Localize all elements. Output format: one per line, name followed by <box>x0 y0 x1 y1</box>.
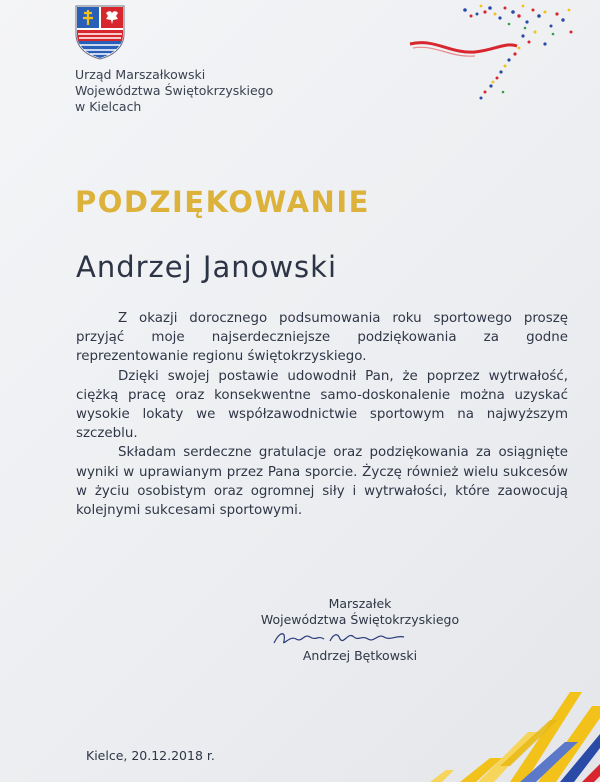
office-line-1: Urząd Marszałkowski <box>75 67 206 82</box>
office-line-3: w Kielcach <box>75 99 142 114</box>
body-paragraph-1: Z okazji dorocznego podsumowania roku sportowego proszę przyjąć moje najserdeczniejsze podziękowania za godne reprezentowanie regionu świętokrzyskiego. <box>76 311 568 365</box>
issuing-office <box>75 67 273 115</box>
body-paragraph-3: Składam serdeczne gratulacje oraz podziękowania za osiągnięte wyniki w uprawianym przez Pana sporcie. Życzę również wielu sukcesów w życiu osobistym oraz ogromnej siły i wytrwałości, które zaowocują kolejnymi sukcesami sportowymi. <box>76 445 568 519</box>
document-title: PODZIĘKOWANIE <box>75 185 370 219</box>
coat-of-arms-icon <box>72 4 128 60</box>
body-text <box>76 309 568 520</box>
recipient-name: Andrzej Janowski <box>76 250 338 284</box>
body-paragraph-2: Dzięki swojej postawie udowodnił Pan, że poprzez wytrwałość, ciężką pracę oraz konsekwentne samo-doskonalenie można uzyskać wysokie lokaty we współzawodnictwie sportowym na najwyższym szczeblu. <box>76 368 568 442</box>
signatory-name: Andrzej Bętkowski <box>302 648 418 663</box>
handwritten-signature <box>232 628 488 648</box>
decorative-corner-stripes <box>360 672 600 782</box>
signatory-title-line-2: Województwa Świętokrzyskiego <box>260 612 460 627</box>
office-line-2: Województwa Świętokrzyskiego <box>75 83 274 98</box>
signature-block <box>232 596 488 664</box>
place-and-date: Kielce, 20.12.2018 r. <box>86 748 215 763</box>
sports-ribbon-logo <box>405 2 590 114</box>
signatory-title-line-1: Marszałek <box>328 596 392 611</box>
